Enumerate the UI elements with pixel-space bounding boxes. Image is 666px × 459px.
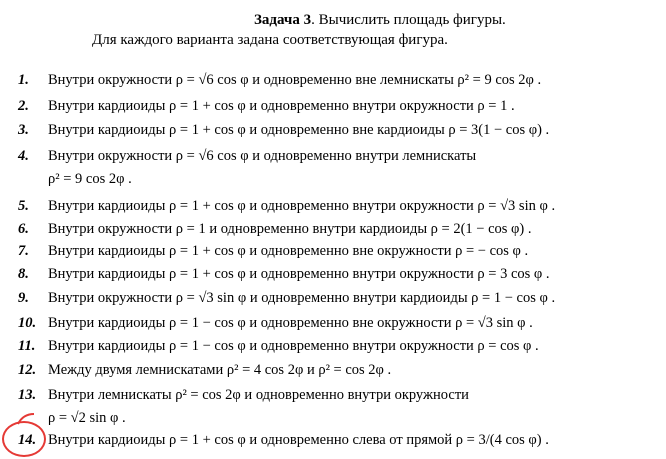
item-text: Внутри кардиоиды ρ = 1 + cos φ и одновременно вне кардиоиды ρ = 3(1 − cos φ) . (48, 122, 550, 138)
list-item (0, 243, 666, 265)
list-item (0, 362, 666, 384)
item-number: 3. (18, 122, 29, 138)
item-number: 11. (18, 338, 36, 354)
item-number: 14. (18, 432, 37, 448)
list-item (0, 148, 666, 170)
list-item (0, 338, 666, 360)
item-text: Внутри кардиоиды ρ = 1 + cos φ и одновременно вне окружности ρ = − cos φ . (48, 243, 529, 259)
item-number: 10. (18, 315, 37, 331)
item-number: 13. (18, 387, 37, 403)
item-number: 1. (18, 72, 29, 88)
red-stroke-annotation (16, 412, 36, 426)
item-number: 2. (18, 98, 29, 114)
item-text: Внутри окружности ρ = √3 sin φ и одновременно внутри кардиоиды ρ = 1 − cos φ . (48, 290, 556, 306)
list-item (0, 315, 666, 337)
item-text: Внутри лемнискаты ρ² = cos 2φ и одновременно внутри окружности (48, 387, 469, 403)
problem-title (254, 12, 506, 29)
item-text: Внутри кардиоиды ρ = 1 − cos φ и одновременно вне окружности ρ = √3 sin φ . (48, 315, 533, 331)
problem-title-rest: . Вычислить площадь фигуры. (311, 12, 506, 28)
item-text: Между двумя лемнискатами ρ² = 4 cos 2φ и ρ² = cos 2φ . (48, 362, 392, 378)
item-number: 4. (18, 148, 29, 164)
item-number: 7. (18, 243, 29, 259)
item-text: Внутри кардиоиды ρ = 1 − cos φ и одновременно внутри окружности ρ = cos φ . (48, 338, 539, 354)
item-text: Внутри окружности ρ = 1 и одновременно внутри кардиоиды ρ = 2(1 − cos φ) . (48, 221, 532, 237)
list-item (0, 432, 666, 454)
item-text: Внутри кардиоиды ρ = 1 + cos φ и одновременно внутри окружности ρ = √3 sin φ . (48, 198, 556, 214)
problem-subtitle: Для каждого варианта задана соответствующая фигура. (92, 32, 448, 48)
item-number: 12. (18, 362, 37, 378)
item-text: Внутри кардиоиды ρ = 1 + cos φ и одновременно внутри окружности ρ = 1 . (48, 98, 515, 114)
list-item (0, 290, 666, 312)
item-number: 6. (18, 221, 29, 237)
item-text: Внутри кардиоиды ρ = 1 + cos φ и одновременно слева от прямой ρ = 3/(4 cos φ) . (48, 432, 549, 448)
item-number: 9. (18, 290, 29, 306)
list-item (0, 98, 666, 120)
list-item (0, 387, 666, 409)
list-item (0, 198, 666, 220)
list-item (0, 266, 666, 288)
item-continuation: ρ² = 9 cos 2φ . (48, 171, 132, 187)
list-item (0, 72, 666, 94)
item-text: Внутри окружности ρ = √6 cos φ и одновременно внутри лемнискаты (48, 148, 477, 164)
item-text: Внутри окружности ρ = √6 cos φ и одновременно вне лемнискаты ρ² = 9 cos 2φ . (48, 72, 542, 88)
item-number: 8. (18, 266, 29, 282)
list-item (0, 122, 666, 144)
list-item (0, 221, 666, 243)
item-number: 5. (18, 198, 29, 214)
red-circle-annotation (2, 421, 46, 457)
item-text: Внутри кардиоиды ρ = 1 + cos φ и одновременно внутри окружности ρ = 3 cos φ . (48, 266, 550, 282)
problem-title-prefix: Задача 3 (254, 12, 312, 28)
item-continuation: ρ = √2 sin φ . (48, 410, 126, 426)
